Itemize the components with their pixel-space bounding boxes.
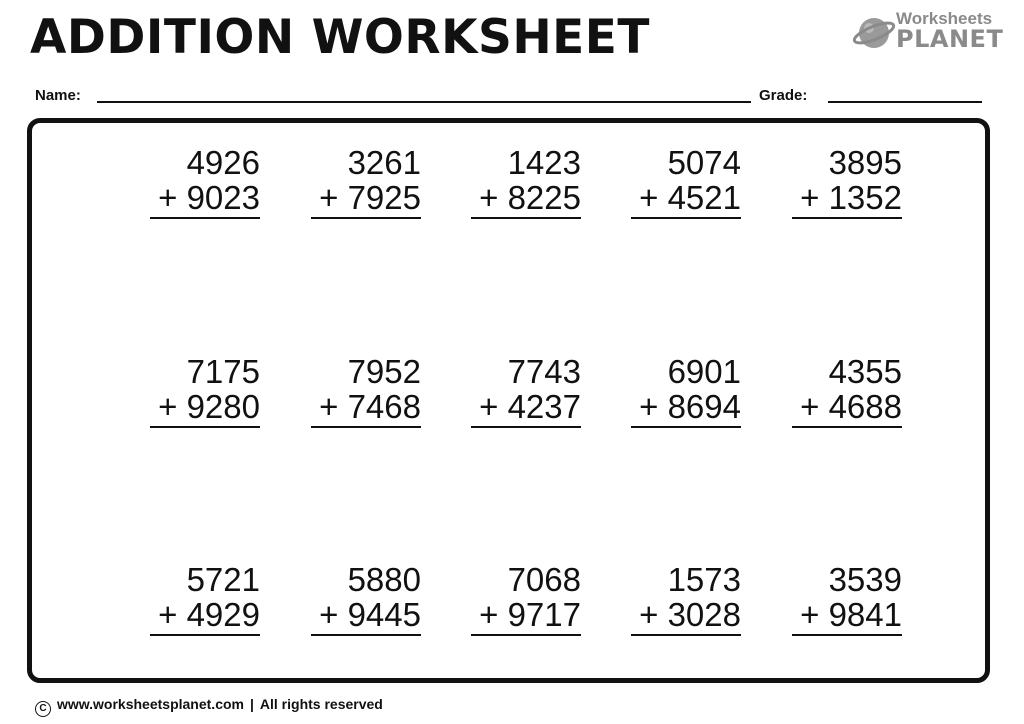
problem-bottom-number: + 8225 [479,179,581,216]
answer-line[interactable] [631,634,741,636]
problem-bottom-number: + 9445 [319,596,421,633]
problem-top-number: 1423 [507,144,581,181]
problem-bottom-number: + 9717 [479,596,581,633]
problem-top-number: 5074 [667,144,741,181]
problem-bottom-number: + 4237 [479,388,581,425]
addition-problem [792,354,902,428]
answer-line[interactable] [311,217,421,219]
answer-line[interactable] [792,426,902,428]
problem-bottom-number: + 4688 [800,388,902,425]
addition-problem [631,562,741,636]
problem-top-number: 5880 [347,561,421,598]
addition-problem [792,562,902,636]
addition-problem [311,562,421,636]
answer-line[interactable] [311,426,421,428]
problem-bottom-number: + 7468 [319,388,421,425]
addition-problem [471,562,581,636]
problem-top-number: 6901 [667,353,741,390]
problem-top-number: 1573 [667,561,741,598]
addition-problem [631,354,741,428]
footer-rights: All rights reserved [259,696,383,712]
problem-top-number: 3895 [828,144,902,181]
problem-top-number: 5721 [186,561,260,598]
logo-text-worksheets: Worksheets [896,9,993,28]
worksheets-planet-logo [852,8,1002,56]
problem-top-number: 7743 [507,353,581,390]
footer [35,694,383,714]
problem-top-number: 4926 [186,144,260,181]
problem-top-number: 3539 [828,561,902,598]
addition-problem [311,354,421,428]
problem-top-number: 7952 [347,353,421,390]
answer-line[interactable] [631,426,741,428]
answer-line[interactable] [150,634,260,636]
grade-field-line[interactable] [828,101,982,103]
addition-problem [792,145,902,219]
problem-top-number: 4355 [828,353,902,390]
problem-bottom-number: + 3028 [639,596,741,633]
answer-line[interactable] [471,426,581,428]
problem-bottom-number: + 9280 [158,388,260,425]
footer-url: www.worksheetsplanet.com [57,696,244,712]
worksheet-title: ADDITION WORKSHEET [30,10,650,65]
answer-line[interactable] [792,634,902,636]
addition-problem [471,145,581,219]
footer-separator: | [249,696,254,712]
planet-icon [852,12,898,52]
answer-line[interactable] [471,634,581,636]
addition-problem [311,145,421,219]
problem-top-number: 3261 [347,144,421,181]
answer-line[interactable] [150,217,260,219]
answer-line[interactable] [631,217,741,219]
answer-line[interactable] [311,634,421,636]
answer-line[interactable] [792,217,902,219]
addition-problem [150,145,260,219]
copyright-icon: C [35,701,51,717]
addition-problem [150,562,260,636]
addition-problem [471,354,581,428]
logo-text-planet: PLANET [896,25,1004,53]
addition-problem [150,354,260,428]
problem-bottom-number: + 7925 [319,179,421,216]
name-field-line[interactable] [97,101,751,103]
problem-bottom-number: + 4929 [158,596,260,633]
answer-line[interactable] [471,217,581,219]
problem-top-number: 7068 [507,561,581,598]
addition-problem [631,145,741,219]
problem-bottom-number: + 1352 [800,179,902,216]
answer-line[interactable] [150,426,260,428]
name-label: Name: [35,87,81,104]
problem-bottom-number: + 8694 [639,388,741,425]
grade-label: Grade: [759,87,808,104]
problem-bottom-number: + 9023 [158,179,260,216]
problem-bottom-number: + 4521 [639,179,741,216]
student-info-fields [35,86,985,106]
problem-top-number: 7175 [186,353,260,390]
problem-bottom-number: + 9841 [800,596,902,633]
